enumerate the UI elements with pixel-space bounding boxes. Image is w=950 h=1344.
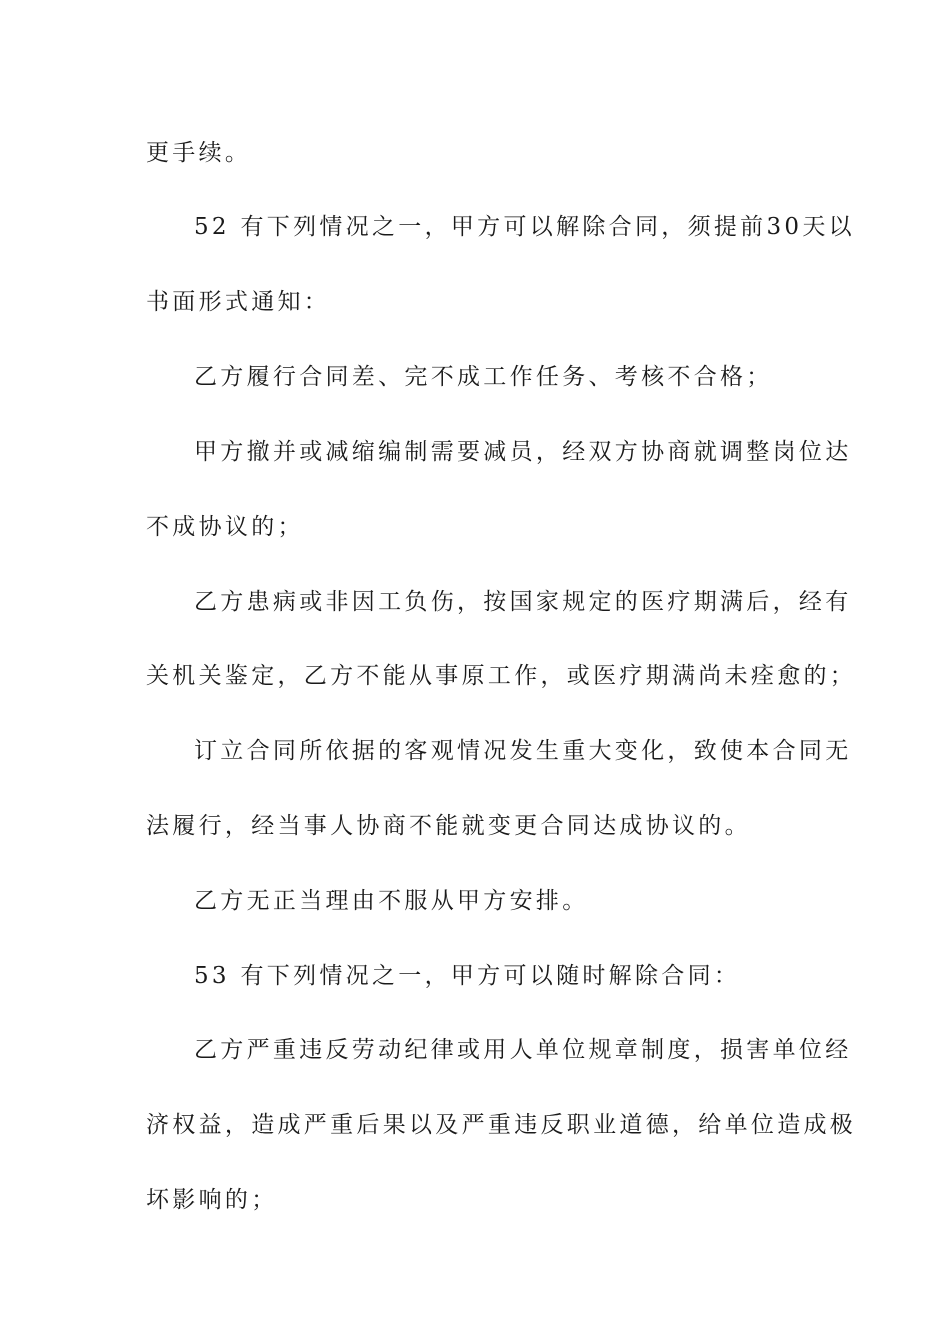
- text-line: 法履行，经当事人协商不能就变更合同达成协议的。: [146, 813, 751, 839]
- text-line: 更手续。: [146, 140, 252, 166]
- clause-52-heading: 52 有下列情况之一，甲方可以解除合同，须提前30天以: [194, 214, 855, 240]
- text-line: 坏影响的；: [146, 1187, 278, 1213]
- text-line: 订立合同所依据的客观情况发生重大变化，致使本合同无: [194, 738, 852, 764]
- text-line: 乙方无正当理由不服从甲方安排。: [194, 888, 589, 914]
- clause-53-heading: 53 有下列情况之一，甲方可以随时解除合同：: [194, 963, 741, 989]
- text-line: 乙方严重违反劳动纪律或用人单位规章制度，损害单位经: [194, 1037, 852, 1063]
- text-line: 乙方履行合同差、完不成工作任务、考核不合格；: [194, 364, 773, 390]
- text-line: 甲方撤并或减缩编制需要减员，经双方协商就调整岗位达: [194, 439, 852, 465]
- text-line: 不成协议的；: [146, 514, 304, 540]
- text-line: 书面形式通知：: [146, 289, 331, 315]
- text-line: 济权益，造成严重后果以及严重违反职业道德，给单位造成极: [146, 1112, 857, 1138]
- text-line: 关机关鉴定，乙方不能从事原工作，或医疗期满尚未痊愈的；: [146, 663, 857, 689]
- text-line: 乙方患病或非因工负伤，按国家规定的医疗期满后，经有: [194, 589, 852, 615]
